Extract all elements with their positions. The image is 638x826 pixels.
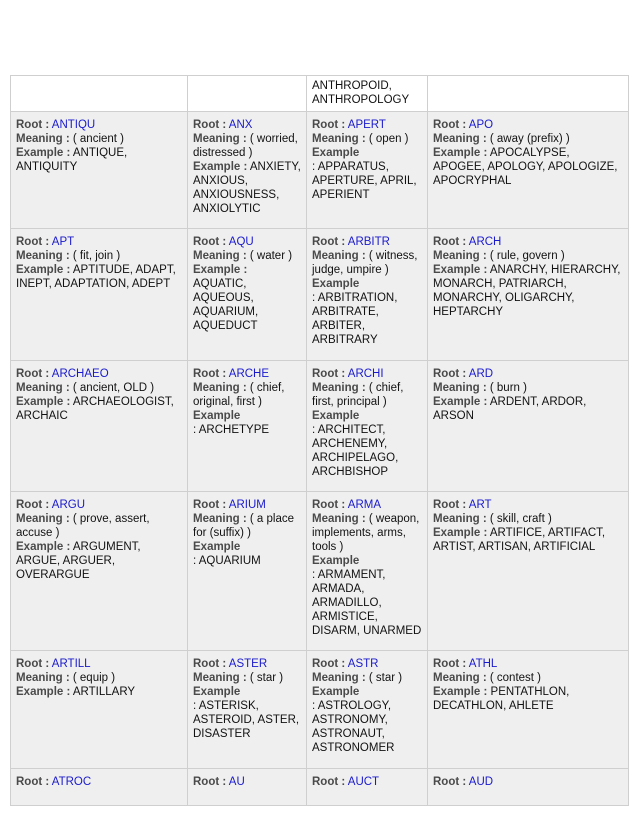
- table-cell: [307, 76, 428, 112]
- meaning-value: ( burn ): [489, 382, 527, 394]
- root-entry-cell: [11, 769, 188, 806]
- example-label: Example :: [16, 541, 71, 553]
- meaning-value: ( water ): [249, 250, 293, 262]
- meaning-value: ( weapon, implements, arms, tools ): [312, 513, 420, 553]
- meaning-value: ( skill, craft ): [489, 513, 552, 525]
- root-label: Root :: [433, 119, 467, 131]
- root-value: AUCT: [347, 776, 380, 788]
- table-row: [11, 361, 629, 492]
- table-cell: [11, 76, 188, 112]
- root-line: [193, 118, 301, 132]
- root-line: [193, 235, 301, 249]
- root-entry-cell: [428, 651, 629, 769]
- root-line: [193, 498, 301, 512]
- meaning-value: ( prove, assert, accuse ): [16, 513, 150, 539]
- root-label: Root :: [16, 499, 50, 511]
- meaning-label: Meaning :: [312, 382, 366, 394]
- root-words-table: [10, 75, 629, 806]
- root-line: [312, 367, 422, 381]
- root-value: ARD: [468, 368, 494, 380]
- root-entry-cell: [11, 229, 188, 361]
- example-label: Example: [193, 410, 241, 422]
- root-value: ATROC: [51, 776, 92, 788]
- meaning-label: Meaning :: [433, 250, 487, 262]
- example-value: APOCALYPSE, APOGEE, APOLOGY, APOLOGIZE, APOCRYPHAL: [433, 147, 618, 187]
- table-row-continuation: [11, 76, 629, 112]
- root-line: [16, 498, 182, 512]
- root-value: ASTR: [347, 658, 379, 670]
- example-line: Example : ARMAMENT, ARMADA, ARMADILLO, ARMISTICE, DISARM, UNARMED: [312, 555, 422, 637]
- root-entry-cell: [11, 361, 188, 492]
- meaning-line: [312, 671, 422, 685]
- example-line: [16, 685, 182, 699]
- example-label: Example :: [193, 264, 248, 276]
- meaning-line: [433, 381, 623, 395]
- example-value: ANARCHY, HIERARCHY, MONARCH, PATRIARCH, MONARCHY, OLIGARCHY, HEPTARCHY: [433, 264, 621, 318]
- meaning-line: [16, 512, 182, 540]
- example-label: Example :: [16, 686, 71, 698]
- root-label: Root :: [16, 368, 50, 380]
- root-entry-cell: [188, 229, 307, 361]
- example-line: Example : ASTERISK, ASTEROID, ASTER, DISASTER: [193, 686, 300, 740]
- root-label: Root :: [193, 499, 227, 511]
- meaning-line: [312, 512, 422, 554]
- example-label: Example :: [433, 147, 488, 159]
- meaning-line: [433, 512, 623, 526]
- example-label: Example :: [16, 147, 71, 159]
- root-label: Root :: [433, 499, 467, 511]
- example-line: [16, 540, 182, 582]
- table-cell: [188, 76, 307, 112]
- meaning-value: ( fit, join ): [72, 250, 121, 262]
- root-line: [312, 657, 422, 671]
- example-label: Example :: [433, 527, 488, 539]
- example-label: Example: [312, 686, 360, 698]
- root-label: Root :: [312, 119, 346, 131]
- root-label: Root :: [433, 236, 467, 248]
- example-value: ASTROLOGY, ASTRONOMY, ASTRONAUT, ASTRONOMER: [312, 700, 395, 754]
- root-label: Root :: [16, 658, 50, 670]
- root-value: APT: [51, 236, 75, 248]
- root-entry-cell: [428, 112, 629, 229]
- root-line: [433, 498, 623, 512]
- root-value: ARIUM: [228, 499, 266, 511]
- root-entry-cell: [307, 651, 428, 769]
- example-value: ARCHETYPE: [198, 424, 270, 436]
- example-line: Example : APPARATUS, APERTURE, APRIL, APERIENT: [312, 146, 422, 202]
- root-label: Root :: [312, 499, 346, 511]
- meaning-label: Meaning :: [433, 382, 487, 394]
- root-line: [16, 235, 182, 249]
- root-line: [16, 118, 182, 132]
- root-label: Root :: [433, 368, 467, 380]
- meaning-value: ( ancient, OLD ): [72, 382, 155, 394]
- meaning-label: Meaning :: [193, 250, 247, 262]
- example-value: ARBITRATION, ARBITRATE, ARBITER, ARBITRARY: [312, 292, 398, 346]
- example-line: Example : AQUARIUM: [193, 540, 301, 568]
- meaning-line: [16, 671, 182, 685]
- root-value: AU: [228, 776, 245, 788]
- example-value: ARDENT, ARDOR, ARSON: [433, 396, 587, 422]
- meaning-line: [433, 249, 623, 263]
- root-line: [312, 118, 422, 132]
- root-label: Root :: [16, 119, 50, 131]
- root-label: Root :: [193, 119, 227, 131]
- meaning-value: ( open ): [368, 133, 409, 145]
- meaning-line: [193, 132, 301, 160]
- root-label: Root :: [193, 776, 227, 788]
- root-value: ARGU: [51, 499, 86, 511]
- root-line: [16, 367, 182, 381]
- meaning-value: ( ancient ): [72, 133, 125, 145]
- root-line: [193, 367, 301, 381]
- meaning-label: Meaning :: [16, 250, 70, 262]
- table-row: [11, 769, 629, 806]
- root-value: APERT: [347, 119, 386, 131]
- root-label: Root :: [312, 368, 346, 380]
- example-line: Example : ARBITRATION, ARBITRATE, ARBITER, ARBITRARY: [312, 277, 422, 347]
- table-row: [11, 229, 629, 361]
- root-entry-cell: [307, 112, 428, 229]
- meaning-label: Meaning :: [16, 382, 70, 394]
- example-label: Example :: [193, 161, 248, 173]
- example-value: APTITUDE, ADAPT, INEPT, ADAPTATION, ADEPT: [16, 264, 176, 290]
- root-label: Root :: [312, 776, 346, 788]
- meaning-line: [193, 249, 301, 263]
- example-line: [433, 146, 623, 188]
- root-entry-cell: [428, 492, 629, 651]
- meaning-label: Meaning :: [193, 382, 247, 394]
- root-entry-cell: [428, 229, 629, 361]
- example-value: APPARATUS, APERTURE, APRIL, APERIENT: [312, 161, 417, 201]
- root-value: ARMA: [347, 499, 382, 511]
- root-value: ATHL: [468, 658, 498, 670]
- meaning-value: ( a place for (suffix) ): [193, 513, 294, 539]
- root-value: ARCHE: [228, 368, 270, 380]
- meaning-line: [193, 381, 301, 409]
- meaning-value: ( star ): [249, 672, 284, 684]
- example-label: Example :: [433, 264, 488, 276]
- meaning-label: Meaning :: [193, 672, 247, 684]
- meaning-value: ( away (prefix) ): [489, 133, 570, 145]
- root-value: AQU: [228, 236, 254, 248]
- example-line: Example : ARCHITECT, ARCHENEMY, ARCHIPELAGO, ARCHBISHOP: [312, 409, 422, 479]
- meaning-line: [193, 671, 301, 685]
- example-value: ARMAMENT, ARMADA, ARMADILLO, ARMISTICE, DISARM, UNARMED: [312, 569, 422, 637]
- example-value: ARTIFICE, ARTIFACT, ARTIST, ARTISAN, ARTIFICIAL: [433, 527, 606, 553]
- meaning-label: Meaning :: [16, 672, 70, 684]
- example-label: Example: [312, 147, 360, 159]
- root-line: [193, 657, 301, 671]
- meaning-value: ( chief, original, first ): [193, 382, 285, 408]
- root-label: Root :: [16, 776, 50, 788]
- root-value: AUD: [468, 776, 494, 788]
- root-line: [16, 775, 182, 789]
- root-entry-cell: [11, 651, 188, 769]
- root-entry-cell: [11, 112, 188, 229]
- root-line: [193, 775, 301, 789]
- meaning-value: ( chief, first, principal ): [312, 382, 404, 408]
- example-line: [16, 395, 182, 423]
- example-label: Example :: [16, 396, 71, 408]
- meaning-line: [312, 249, 422, 277]
- example-value: AQUATIC, AQUEOUS, AQUARIUM, AQUEDUCT: [193, 278, 259, 332]
- root-label: Root :: [193, 658, 227, 670]
- example-line: Example : ARCHETYPE: [193, 409, 301, 437]
- example-value: ARCHITECT, ARCHENEMY, ARCHIPELAGO, ARCHBISHOP: [312, 424, 399, 478]
- meaning-line: [312, 132, 422, 146]
- meaning-line: [433, 132, 623, 146]
- root-entry-cell: [307, 492, 428, 651]
- root-entry-cell: [307, 769, 428, 806]
- root-value: ARTILL: [51, 658, 91, 670]
- meaning-line: [193, 512, 301, 540]
- root-value: ANX: [228, 119, 253, 131]
- root-line: [433, 367, 623, 381]
- root-line: [433, 657, 623, 671]
- meaning-value: ( equip ): [72, 672, 116, 684]
- meaning-label: Meaning :: [433, 513, 487, 525]
- root-entry-cell: [188, 769, 307, 806]
- root-entry-cell: [307, 361, 428, 492]
- example-value: ARGUMENT, ARGUE, ARGUER, OVERARGUE: [16, 541, 141, 581]
- table-row: [11, 651, 629, 769]
- example-value: AQUARIUM: [198, 555, 261, 567]
- meaning-line: [433, 671, 623, 685]
- meaning-label: Meaning :: [16, 513, 70, 525]
- root-entry-cell: [188, 361, 307, 492]
- root-value: ASTER: [228, 658, 268, 670]
- root-value: ARCH: [468, 236, 502, 248]
- meaning-label: Meaning :: [312, 133, 366, 145]
- example-value: ARTILLARY: [72, 686, 136, 698]
- example-line: [16, 263, 182, 291]
- meaning-label: Meaning :: [312, 672, 366, 684]
- root-value: ARCHI: [347, 368, 384, 380]
- example-line: [193, 160, 301, 216]
- example-label: Example: [312, 278, 360, 290]
- root-line: [312, 235, 422, 249]
- example-label: Example :: [433, 686, 488, 698]
- meaning-label: Meaning :: [16, 133, 70, 145]
- root-entry-cell: [11, 492, 188, 651]
- root-label: Root :: [312, 236, 346, 248]
- example-line: [16, 146, 182, 174]
- root-line: [433, 235, 623, 249]
- example-line: [193, 263, 301, 333]
- meaning-line: [312, 381, 422, 409]
- root-value: APO: [468, 119, 494, 131]
- root-value: ARCHAEO: [51, 368, 109, 380]
- root-label: Root :: [312, 658, 346, 670]
- root-label: Root :: [433, 776, 467, 788]
- root-line: [433, 775, 623, 789]
- meaning-line: [16, 381, 182, 395]
- example-value: ARCHAEOLOGIST, ARCHAIC: [16, 396, 174, 422]
- root-label: Root :: [193, 368, 227, 380]
- meaning-label: Meaning :: [193, 513, 247, 525]
- root-entry-cell: [428, 361, 629, 492]
- root-label: Root :: [16, 236, 50, 248]
- example-line: [433, 263, 623, 319]
- example-label: Example: [193, 541, 241, 553]
- root-entry-cell: [307, 229, 428, 361]
- root-value: ARBITR: [347, 236, 390, 248]
- table-row: [11, 112, 629, 229]
- table-cell: [428, 76, 629, 112]
- meaning-line: [16, 132, 182, 146]
- root-line: [312, 498, 422, 512]
- example-label: Example :: [16, 264, 71, 276]
- meaning-value: ( witness, judge, umpire ): [312, 250, 418, 276]
- root-value: ANTIQU: [51, 119, 96, 131]
- meaning-label: Meaning :: [433, 672, 487, 684]
- root-entry-cell: [188, 651, 307, 769]
- example-label: Example: [193, 686, 241, 698]
- root-line: [16, 657, 182, 671]
- meaning-label: Meaning :: [312, 250, 366, 262]
- meaning-value: ( rule, govern ): [489, 250, 565, 262]
- example-value: ASTERISK, ASTEROID, ASTER, DISASTER: [193, 700, 300, 740]
- root-value: ART: [468, 499, 492, 511]
- example-line: [433, 685, 623, 713]
- root-line: [312, 775, 422, 789]
- example-line: [433, 395, 623, 423]
- example-value: ANTIQUE, ANTIQUITY: [16, 147, 128, 173]
- continued-example-text: ANTHROPOID, ANTHROPOLOGY: [312, 80, 410, 106]
- meaning-label: Meaning :: [312, 513, 366, 525]
- meaning-value: ( star ): [368, 672, 403, 684]
- root-label: Root :: [193, 236, 227, 248]
- example-line: Example : ASTROLOGY, ASTRONOMY, ASTRONAUT, ASTRONOMER: [312, 685, 422, 755]
- meaning-line: [16, 249, 182, 263]
- meaning-value: ( worried, distressed ): [193, 133, 298, 159]
- example-value: ANXIETY, ANXIOUS, ANXIOUSNESS, ANXIOLYTIC: [193, 161, 301, 215]
- table-row: [11, 492, 629, 651]
- root-entry-cell: [188, 112, 307, 229]
- root-label: Root :: [433, 658, 467, 670]
- meaning-value: ( contest ): [489, 672, 542, 684]
- meaning-label: Meaning :: [193, 133, 247, 145]
- example-value: PENTATHLON, DECATHLON, AHLETE: [433, 686, 570, 712]
- example-line: [433, 526, 623, 554]
- root-entry-cell: [188, 492, 307, 651]
- example-label: Example: [312, 410, 360, 422]
- example-label: Example :: [433, 396, 488, 408]
- root-entry-cell: [428, 769, 629, 806]
- root-line: [433, 118, 623, 132]
- example-label: Example: [312, 555, 360, 567]
- meaning-label: Meaning :: [433, 133, 487, 145]
